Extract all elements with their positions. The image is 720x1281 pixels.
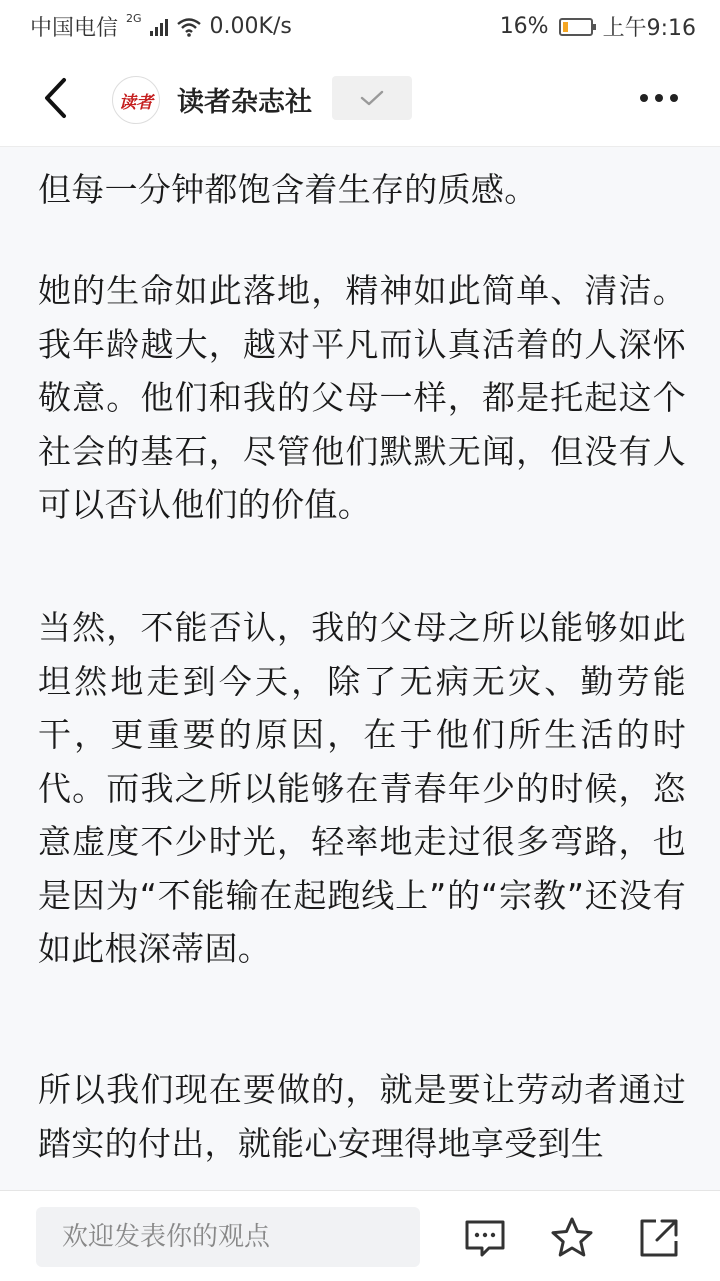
share-button[interactable]	[636, 1215, 682, 1261]
check-icon	[359, 88, 385, 108]
follow-button[interactable]	[332, 76, 412, 120]
article-header	[0, 50, 720, 147]
clock: 上午9:16	[602, 16, 696, 41]
star-icon	[549, 1215, 595, 1261]
more-button[interactable]	[640, 86, 688, 110]
battery-icon	[559, 18, 593, 36]
comment-icon	[462, 1215, 508, 1261]
wifi-icon	[176, 17, 202, 37]
comment-button[interactable]	[462, 1215, 508, 1261]
chevron-left-icon	[38, 76, 78, 120]
paragraph: 但每一分钟都饱含着生存的质感。	[38, 170, 538, 209]
share-icon	[636, 1215, 682, 1261]
bottom-toolbar	[0, 1190, 720, 1281]
carrier-label: 中国电信	[30, 16, 119, 41]
comment-input[interactable]: 欢迎发表你的观点	[36, 1207, 420, 1267]
status-bar	[0, 0, 720, 50]
network-type: 2G	[126, 12, 142, 25]
article-body	[0, 147, 720, 1190]
favorite-button[interactable]	[549, 1215, 595, 1261]
account-logo[interactable]	[112, 76, 160, 124]
account-name[interactable]: 读者杂志社	[177, 87, 312, 118]
battery-percent: 16%	[499, 14, 549, 39]
more-dots-icon	[640, 94, 648, 102]
logo-text: 读者	[119, 92, 153, 113]
paragraph: 所以我们现在要做的，就是要让劳动者通过踏实的付出，就能心安理得地享受到生	[38, 1070, 686, 1163]
paragraph: 她的生命如此落地，精神如此简单、清洁。我年龄越大，越对平凡而认真活着的人深怀敬意。他们和我的父母一样，都是托起这个社会的基石，尽管他们默默无闻，但没有人可以否认他们的价值。	[38, 271, 686, 524]
network-speed: 0.00K/s	[209, 14, 292, 39]
back-button[interactable]	[38, 76, 78, 120]
paragraph: 当然，不能否认，我的父母之所以能够如此坦然地走到今天，除了无病无灾、勤劳能干，更重要的原因，在于他们所生活的时代。而我之所以能够在青春年少的时候，恣意虚度不少时光，轻率地走过很多弯路，也是因为“不能输在起跑线上”的“宗教”还没有如此根深蒂固。	[38, 608, 686, 968]
signal-icon	[150, 18, 168, 36]
